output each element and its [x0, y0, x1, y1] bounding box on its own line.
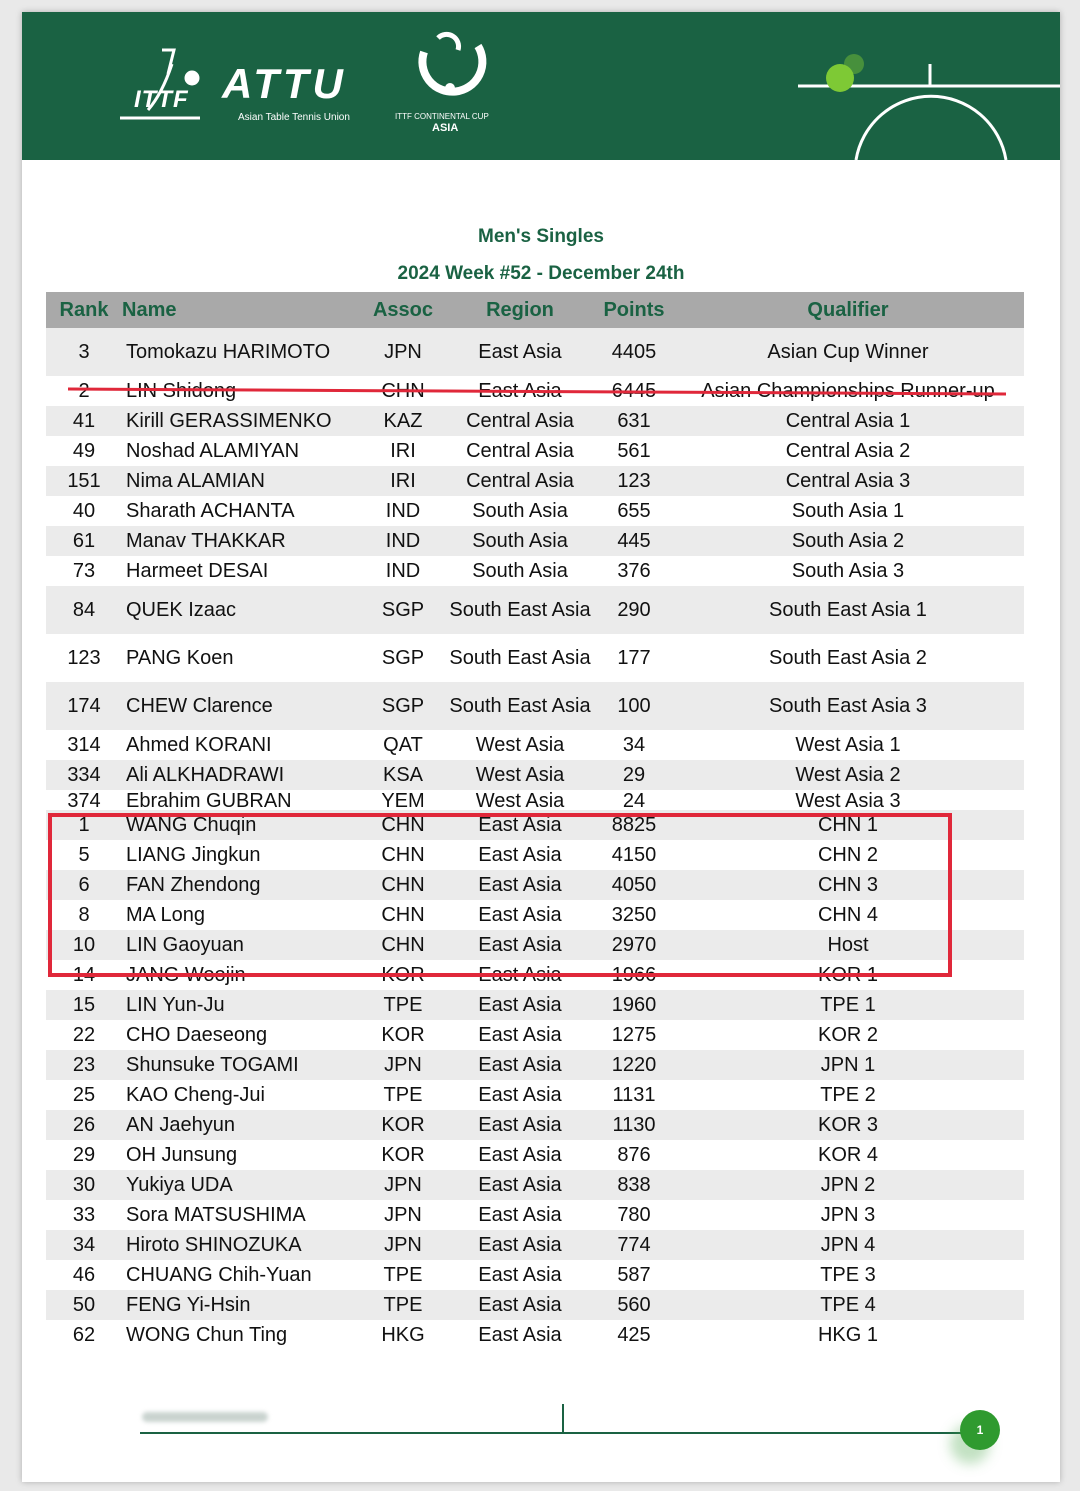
points-cell: 177	[596, 634, 672, 682]
rank-cell: 10	[46, 930, 122, 960]
points-cell: 587	[596, 1260, 672, 1290]
assoc-cell: IRI	[362, 436, 444, 466]
assoc-cell: CHN	[362, 810, 444, 840]
region-cell: East Asia	[444, 1290, 596, 1320]
rank-cell: 1	[46, 810, 122, 840]
points-cell: 1130	[596, 1110, 672, 1140]
rank-cell: 61	[46, 526, 122, 556]
qualifier-cell: JPN 4	[672, 1230, 1024, 1260]
rank-cell: 50	[46, 1290, 122, 1320]
table-row	[46, 682, 1024, 730]
qualifier-cell: JPN 3	[672, 1200, 1024, 1230]
column-header-assoc: Assoc	[362, 292, 444, 328]
name-cell: WONG Chun Ting	[122, 1320, 362, 1350]
name-cell: Shunsuke TOGAMI	[122, 1050, 362, 1080]
attu-subtitle: Asian Table Tennis Union	[238, 112, 350, 123]
assoc-cell: CHN	[362, 840, 444, 870]
assoc-cell: JPN	[362, 1050, 444, 1080]
name-cell: OH Junsung	[122, 1140, 362, 1170]
points-cell: 876	[596, 1140, 672, 1170]
region-cell: East Asia	[444, 1320, 596, 1350]
table-row	[46, 990, 1024, 1020]
name-cell: LIN Gaoyuan	[122, 930, 362, 960]
qualifier-cell: South Asia 1	[672, 496, 1024, 526]
points-cell: 34	[596, 730, 672, 760]
qualifier-cell: CHN 1	[672, 810, 1024, 840]
assoc-cell: SGP	[362, 634, 444, 682]
qualifier-cell: Central Asia 2	[672, 436, 1024, 466]
region-cell: South Asia	[444, 526, 596, 556]
qualifier-cell: HKG 1	[672, 1320, 1024, 1350]
name-cell: MA Long	[122, 900, 362, 930]
qualifier-cell: TPE 2	[672, 1080, 1024, 1110]
points-cell: 780	[596, 1200, 672, 1230]
points-cell: 1220	[596, 1050, 672, 1080]
qualifier-cell: TPE 3	[672, 1260, 1024, 1290]
assoc-cell: TPE	[362, 1290, 444, 1320]
table-row	[46, 840, 1024, 870]
points-cell: 774	[596, 1230, 672, 1260]
assoc-cell: TPE	[362, 1260, 444, 1290]
rank-cell: 334	[46, 760, 122, 790]
table-row	[46, 1230, 1024, 1260]
name-cell: Yukiya UDA	[122, 1170, 362, 1200]
assoc-cell: QAT	[362, 730, 444, 760]
qualifier-cell: South East Asia 1	[672, 586, 1024, 634]
page-number: 1	[960, 1410, 1000, 1450]
points-cell: 1275	[596, 1020, 672, 1050]
assoc-cell: KOR	[362, 960, 444, 990]
rank-cell: 3	[46, 328, 122, 376]
name-cell: LIN Yun-Ju	[122, 990, 362, 1020]
region-cell	[444, 790, 596, 810]
points-cell: 1966	[596, 960, 672, 990]
assoc-cell: TPE	[362, 990, 444, 1020]
qualifier-cell: KOR 3	[672, 1110, 1024, 1140]
table-row	[46, 1170, 1024, 1200]
name-cell: FAN Zhendong	[122, 870, 362, 900]
rank-cell: 123	[46, 634, 122, 682]
column-header-region: Region	[444, 292, 596, 328]
qualifier-cell: TPE 1	[672, 990, 1024, 1020]
region-cell: East Asia	[444, 1200, 596, 1230]
rank-cell: 62	[46, 1320, 122, 1350]
region-cell: East Asia	[444, 328, 596, 376]
region-cell: East Asia	[444, 960, 596, 990]
qualifier-cell: KOR 4	[672, 1140, 1024, 1170]
rank-cell-text: 374	[67, 790, 101, 810]
name-cell: CHUANG Chih-Yuan	[122, 1260, 362, 1290]
qualifier-cell	[672, 790, 1024, 810]
region-cell: East Asia	[444, 1260, 596, 1290]
region-cell: Central Asia	[444, 466, 596, 496]
points-cell: 560	[596, 1290, 672, 1320]
points-cell: 376	[596, 556, 672, 586]
cup-region: ASIA	[432, 122, 459, 134]
assoc-cell: KOR	[362, 1020, 444, 1050]
assoc-cell: HKG	[362, 1320, 444, 1350]
table-row	[46, 930, 1024, 960]
name-cell-text: Ebrahim GUBRAN	[126, 790, 292, 810]
name-cell: AN Jaehyun	[122, 1110, 362, 1140]
qualifier-cell: South Asia 2	[672, 526, 1024, 556]
qualifier-cell-text: West Asia 3	[795, 790, 901, 810]
qualifier-cell: Central Asia 1	[672, 406, 1024, 436]
qualifier-cell: Asian Championships Runner-up	[672, 376, 1024, 406]
rank-cell: 30	[46, 1170, 122, 1200]
name-cell: KAO Cheng-Jui	[122, 1080, 362, 1110]
assoc-cell: JPN	[362, 328, 444, 376]
table-row	[46, 1080, 1024, 1110]
region-cell: Central Asia	[444, 436, 596, 466]
region-cell: South Asia	[444, 556, 596, 586]
assoc-cell-text: YEM	[381, 790, 425, 810]
table-row	[46, 1110, 1024, 1140]
table-row	[46, 1050, 1024, 1080]
points-cell: 123	[596, 466, 672, 496]
qualifier-cell: JPN 1	[672, 1050, 1024, 1080]
points-cell	[596, 790, 672, 810]
points-cell: 3250	[596, 900, 672, 930]
qualifier-cell: South Asia 3	[672, 556, 1024, 586]
name-cell: Nima ALAMIAN	[122, 466, 362, 496]
assoc-cell: KOR	[362, 1140, 444, 1170]
region-cell: West Asia	[444, 730, 596, 760]
qualifier-cell: West Asia 2	[672, 760, 1024, 790]
region-cell: South East Asia	[444, 586, 596, 634]
assoc-cell: KSA	[362, 760, 444, 790]
points-cell: 838	[596, 1170, 672, 1200]
points-cell: 8825	[596, 810, 672, 840]
rank-cell: 6	[46, 870, 122, 900]
page-title: Men's Singles	[478, 226, 604, 247]
name-cell: Manav THAKKAR	[122, 526, 362, 556]
table-row	[46, 496, 1024, 526]
qualifier-cell: TPE 4	[672, 1290, 1024, 1320]
region-cell: South East Asia	[444, 634, 596, 682]
name-cell: CHEW Clarence	[122, 682, 362, 730]
region-cell: East Asia	[444, 1110, 596, 1140]
ittf-logo-text: ITTF	[134, 86, 189, 113]
table-row	[46, 634, 1024, 682]
footer-tick	[562, 1404, 564, 1434]
rank-cell	[46, 790, 122, 810]
rank-cell: 15	[46, 990, 122, 1020]
footer-blurred-text	[142, 1412, 268, 1422]
region-cell: South Asia	[444, 496, 596, 526]
table-header-row	[46, 292, 1024, 328]
region-cell: East Asia	[444, 840, 596, 870]
assoc-cell: CHN	[362, 870, 444, 900]
cup-subtitle: ITTF CONTINENTAL CUP	[395, 112, 489, 121]
points-cell: 6445	[596, 376, 672, 406]
points-cell: 4405	[596, 328, 672, 376]
region-cell: East Asia	[444, 376, 596, 406]
rank-cell: 46	[46, 1260, 122, 1290]
table-row	[46, 376, 1024, 406]
points-cell: 445	[596, 526, 672, 556]
rank-cell: 34	[46, 1230, 122, 1260]
points-cell: 631	[596, 406, 672, 436]
qualifier-cell: Central Asia 3	[672, 466, 1024, 496]
name-cell: Noshad ALAMIYAN	[122, 436, 362, 466]
table-row	[46, 900, 1024, 930]
table-row	[46, 1200, 1024, 1230]
ranking-table	[46, 292, 1024, 1350]
table-row	[46, 436, 1024, 466]
rank-cell: 40	[46, 496, 122, 526]
name-cell: LIANG Jingkun	[122, 840, 362, 870]
header-banner	[22, 12, 1060, 160]
qualifier-cell: KOR 1	[672, 960, 1024, 990]
assoc-cell: JPN	[362, 1200, 444, 1230]
name-cell: QUEK Izaac	[122, 586, 362, 634]
name-cell: PANG Koen	[122, 634, 362, 682]
rank-cell: 8	[46, 900, 122, 930]
table-row	[46, 526, 1024, 556]
rank-cell: 26	[46, 1110, 122, 1140]
assoc-cell: KAZ	[362, 406, 444, 436]
name-cell: Hiroto SHINOZUKA	[122, 1230, 362, 1260]
name-cell: Tomokazu HARIMOTO	[122, 328, 362, 376]
rank-cell: 73	[46, 556, 122, 586]
rank-cell: 314	[46, 730, 122, 760]
points-cell: 1960	[596, 990, 672, 1020]
column-header-points: Points	[596, 292, 672, 328]
qualifier-cell: Asian Cup Winner	[672, 328, 1024, 376]
assoc-cell: CHN	[362, 900, 444, 930]
name-cell: WANG Chuqin	[122, 810, 362, 840]
name-cell: FENG Yi-Hsin	[122, 1290, 362, 1320]
table-row	[46, 1320, 1024, 1350]
points-cell: 561	[596, 436, 672, 466]
qualifier-cell: Host	[672, 930, 1024, 960]
region-cell: East Asia	[444, 930, 596, 960]
name-cell: Harmeet DESAI	[122, 556, 362, 586]
name-cell: JANG Woojin	[122, 960, 362, 990]
assoc-cell: IRI	[362, 466, 444, 496]
table-row	[46, 960, 1024, 990]
document-page	[22, 12, 1060, 1482]
region-cell: East Asia	[444, 810, 596, 840]
qualifier-cell: West Asia 1	[672, 730, 1024, 760]
assoc-cell: JPN	[362, 1170, 444, 1200]
rank-cell: 84	[46, 586, 122, 634]
assoc-cell: CHN	[362, 376, 444, 406]
table-row	[46, 586, 1024, 634]
points-cell: 29	[596, 760, 672, 790]
assoc-cell	[362, 790, 444, 810]
region-cell: East Asia	[444, 900, 596, 930]
page-subtitle: 2024 Week #52 - December 24th	[397, 263, 685, 284]
name-cell: LIN Shidong	[122, 376, 362, 406]
table-row	[46, 328, 1024, 376]
rank-cell: 33	[46, 1200, 122, 1230]
name-cell: Ahmed KORANI	[122, 730, 362, 760]
region-cell: East Asia	[444, 1170, 596, 1200]
assoc-cell: CHN	[362, 930, 444, 960]
name-cell: CHO Daeseong	[122, 1020, 362, 1050]
name-cell: Sharath ACHANTA	[122, 496, 362, 526]
qualifier-cell: South East Asia 3	[672, 682, 1024, 730]
name-cell: Ali ALKHADRAWI	[122, 760, 362, 790]
table-row	[46, 1140, 1024, 1170]
table-row	[46, 870, 1024, 900]
rank-cell: 5	[46, 840, 122, 870]
qualifier-cell: CHN 2	[672, 840, 1024, 870]
region-cell: East Asia	[444, 990, 596, 1020]
table-row	[46, 760, 1024, 790]
region-cell-text: West Asia	[475, 790, 565, 810]
points-cell-text: 24	[622, 790, 646, 810]
table-row	[46, 810, 1024, 840]
rank-cell: 151	[46, 466, 122, 496]
table-row	[46, 1020, 1024, 1050]
rank-cell: 2	[46, 376, 122, 406]
region-cell: Central Asia	[444, 406, 596, 436]
rank-cell: 25	[46, 1080, 122, 1110]
assoc-cell: TPE	[362, 1080, 444, 1110]
qualifier-cell: JPN 2	[672, 1170, 1024, 1200]
points-cell: 2970	[596, 930, 672, 960]
qualifier-cell: CHN 3	[672, 870, 1024, 900]
assoc-cell: SGP	[362, 586, 444, 634]
region-cell: East Asia	[444, 1050, 596, 1080]
column-header-qualifier: Qualifier	[672, 292, 1024, 328]
region-cell: East Asia	[444, 1080, 596, 1110]
continental-cup-logo-icon	[422, 34, 482, 93]
table-row	[46, 1260, 1024, 1290]
table-row	[46, 556, 1024, 586]
assoc-cell: JPN	[362, 1230, 444, 1260]
name-cell: Kirill GERASSIMENKO	[122, 406, 362, 436]
assoc-cell: KOR	[362, 1110, 444, 1140]
points-cell: 1131	[596, 1080, 672, 1110]
assoc-cell: IND	[362, 556, 444, 586]
points-cell: 425	[596, 1320, 672, 1350]
rank-cell: 49	[46, 436, 122, 466]
region-cell: East Asia	[444, 1140, 596, 1170]
points-cell: 290	[596, 586, 672, 634]
column-header-name: Name	[122, 292, 362, 328]
table-row	[46, 790, 1024, 810]
qualifier-cell: South East Asia 2	[672, 634, 1024, 682]
name-cell	[122, 790, 362, 810]
region-cell: South East Asia	[444, 682, 596, 730]
region-cell: East Asia	[444, 870, 596, 900]
points-cell: 4150	[596, 840, 672, 870]
qualifier-cell: CHN 4	[672, 900, 1024, 930]
rank-cell: 41	[46, 406, 122, 436]
rank-cell: 14	[46, 960, 122, 990]
region-cell: West Asia	[444, 760, 596, 790]
region-cell: East Asia	[444, 1230, 596, 1260]
rank-cell: 29	[46, 1140, 122, 1170]
table-row	[46, 1290, 1024, 1320]
qualifier-cell: KOR 2	[672, 1020, 1024, 1050]
table-row	[46, 466, 1024, 496]
name-cell: Sora MATSUSHIMA	[122, 1200, 362, 1230]
table-row	[46, 406, 1024, 436]
region-cell: East Asia	[444, 1020, 596, 1050]
points-cell: 655	[596, 496, 672, 526]
rank-cell: 174	[46, 682, 122, 730]
points-cell: 100	[596, 682, 672, 730]
points-cell: 4050	[596, 870, 672, 900]
rank-cell: 23	[46, 1050, 122, 1080]
column-header-rank: Rank	[46, 292, 122, 328]
rank-cell: 22	[46, 1020, 122, 1050]
assoc-cell: SGP	[362, 682, 444, 730]
assoc-cell: IND	[362, 496, 444, 526]
attu-logo-text: ATTU	[222, 60, 347, 107]
assoc-cell: IND	[362, 526, 444, 556]
table-body	[46, 328, 1024, 1350]
table-row	[46, 730, 1024, 760]
footer-divider	[140, 1432, 970, 1434]
